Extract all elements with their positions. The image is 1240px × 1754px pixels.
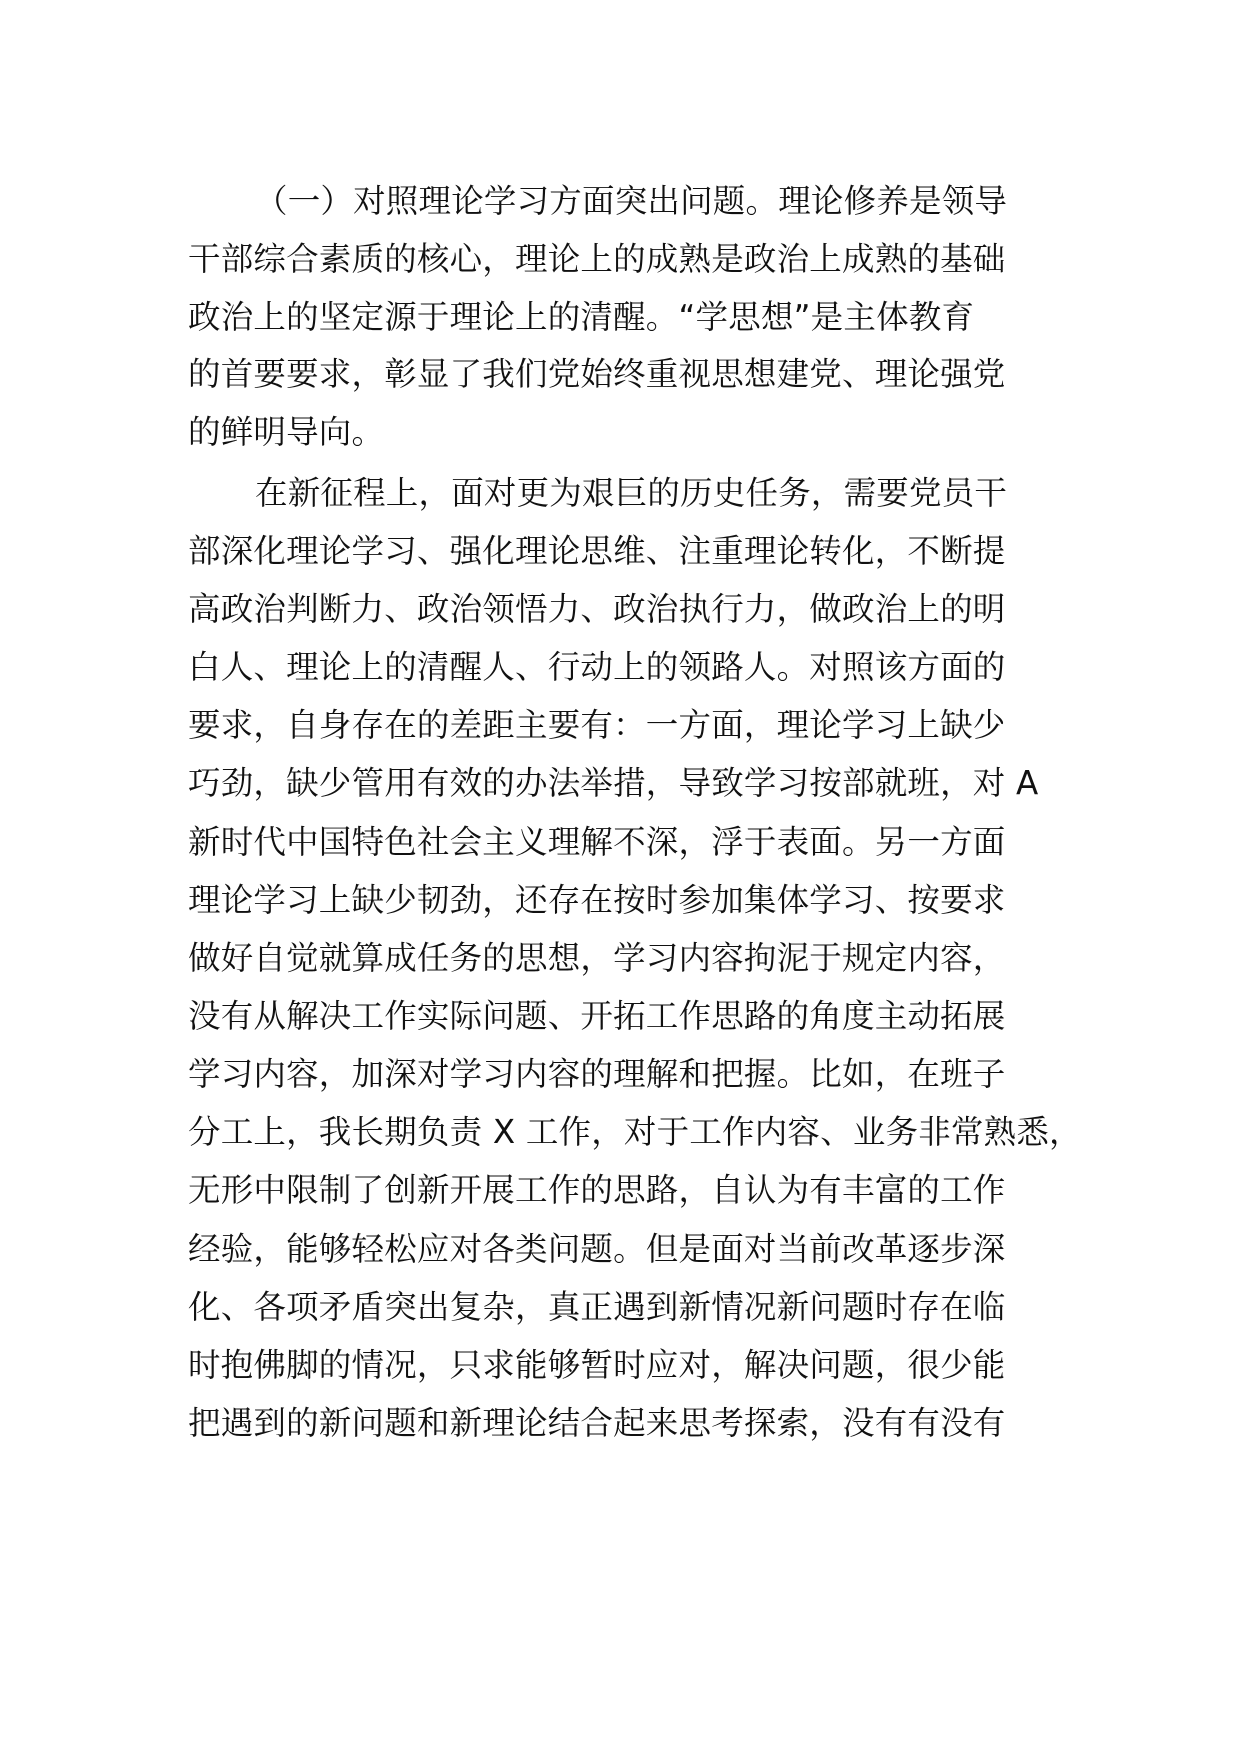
paragraph-2-line-2: 部深化理论学习、强化理论思维、注重理论转化，不断提: [188, 532, 1006, 570]
paragraph-2-line-5: 要求，自身存在的差距主要有：一方面，理论学习上缺少: [188, 706, 1006, 744]
paragraph-1-line-4: 的首要要求，彰显了我们党始终重视思想建党、理论强党: [188, 355, 1006, 393]
paragraph-2-line-10: 没有从解决工作实际问题、开拓工作思路的角度主动拓展: [188, 997, 1006, 1035]
paragraph-1-line-1: （一）对照理论学习方面突出问题。理论修养是领导: [255, 182, 1008, 220]
paragraph-2-line-1: 在新征程上，面对更为艰巨的历史任务，需要党员干: [255, 474, 1008, 512]
paragraph-2-line-7: 新时代中国特色社会主义理解不深，浮于表面。另一方面: [188, 823, 1006, 861]
paragraph-2-line-16: 时抱佛脚的情况，只求能够暂时应对，解决问题，很少能: [188, 1346, 1006, 1384]
paragraph-2-line-12: 分工上，我长期负责 X 工作，对于工作内容、业务非常熟悉，: [188, 1113, 1082, 1151]
paragraph-2-line-6: 巧劲，缺少管用有效的办法举措，导致学习按部就班，对 A: [188, 764, 1039, 802]
paragraph-2-line-13: 无形中限制了创新开展工作的思路，自认为有丰富的工作: [188, 1171, 1006, 1209]
paragraph-2-line-17: 把遇到的新问题和新理论结合起来思考探索，没有有没有: [188, 1404, 1006, 1442]
paragraph-2-line-11: 学习内容，加深对学习内容的理解和把握。比如，在班子: [188, 1055, 1006, 1093]
paragraph-2-line-15: 化、各项矛盾突出复杂，真正遇到新情况新问题时存在临: [188, 1288, 1006, 1326]
paragraph-2-line-4: 白人、理论上的清醒人、行动上的领路人。对照该方面的: [188, 648, 1006, 686]
paragraph-2-line-9: 做好自觉就算成任务的思想，学习内容拘泥于规定内容，: [188, 939, 1006, 977]
paragraph-2-line-14: 经验，能够轻松应对各类问题。但是面对当前改革逐步深: [188, 1230, 1006, 1268]
paragraph-2-line-3: 高政治判断力、政治领悟力、政治执行力，做政治上的明: [188, 590, 1006, 628]
paragraph-1-line-5: 的鲜明导向。: [188, 413, 385, 451]
paragraph-1-line-3: 政治上的坚定源于理论上的清醒。“学思想”是主体教育: [188, 298, 975, 336]
paragraph-2-line-8: 理论学习上缺少韧劲，还存在按时参加集体学习、按要求: [188, 881, 1006, 919]
paragraph-1-line-2: 干部综合素质的核心，理论上的成熟是政治上成熟的基础: [188, 240, 1006, 278]
